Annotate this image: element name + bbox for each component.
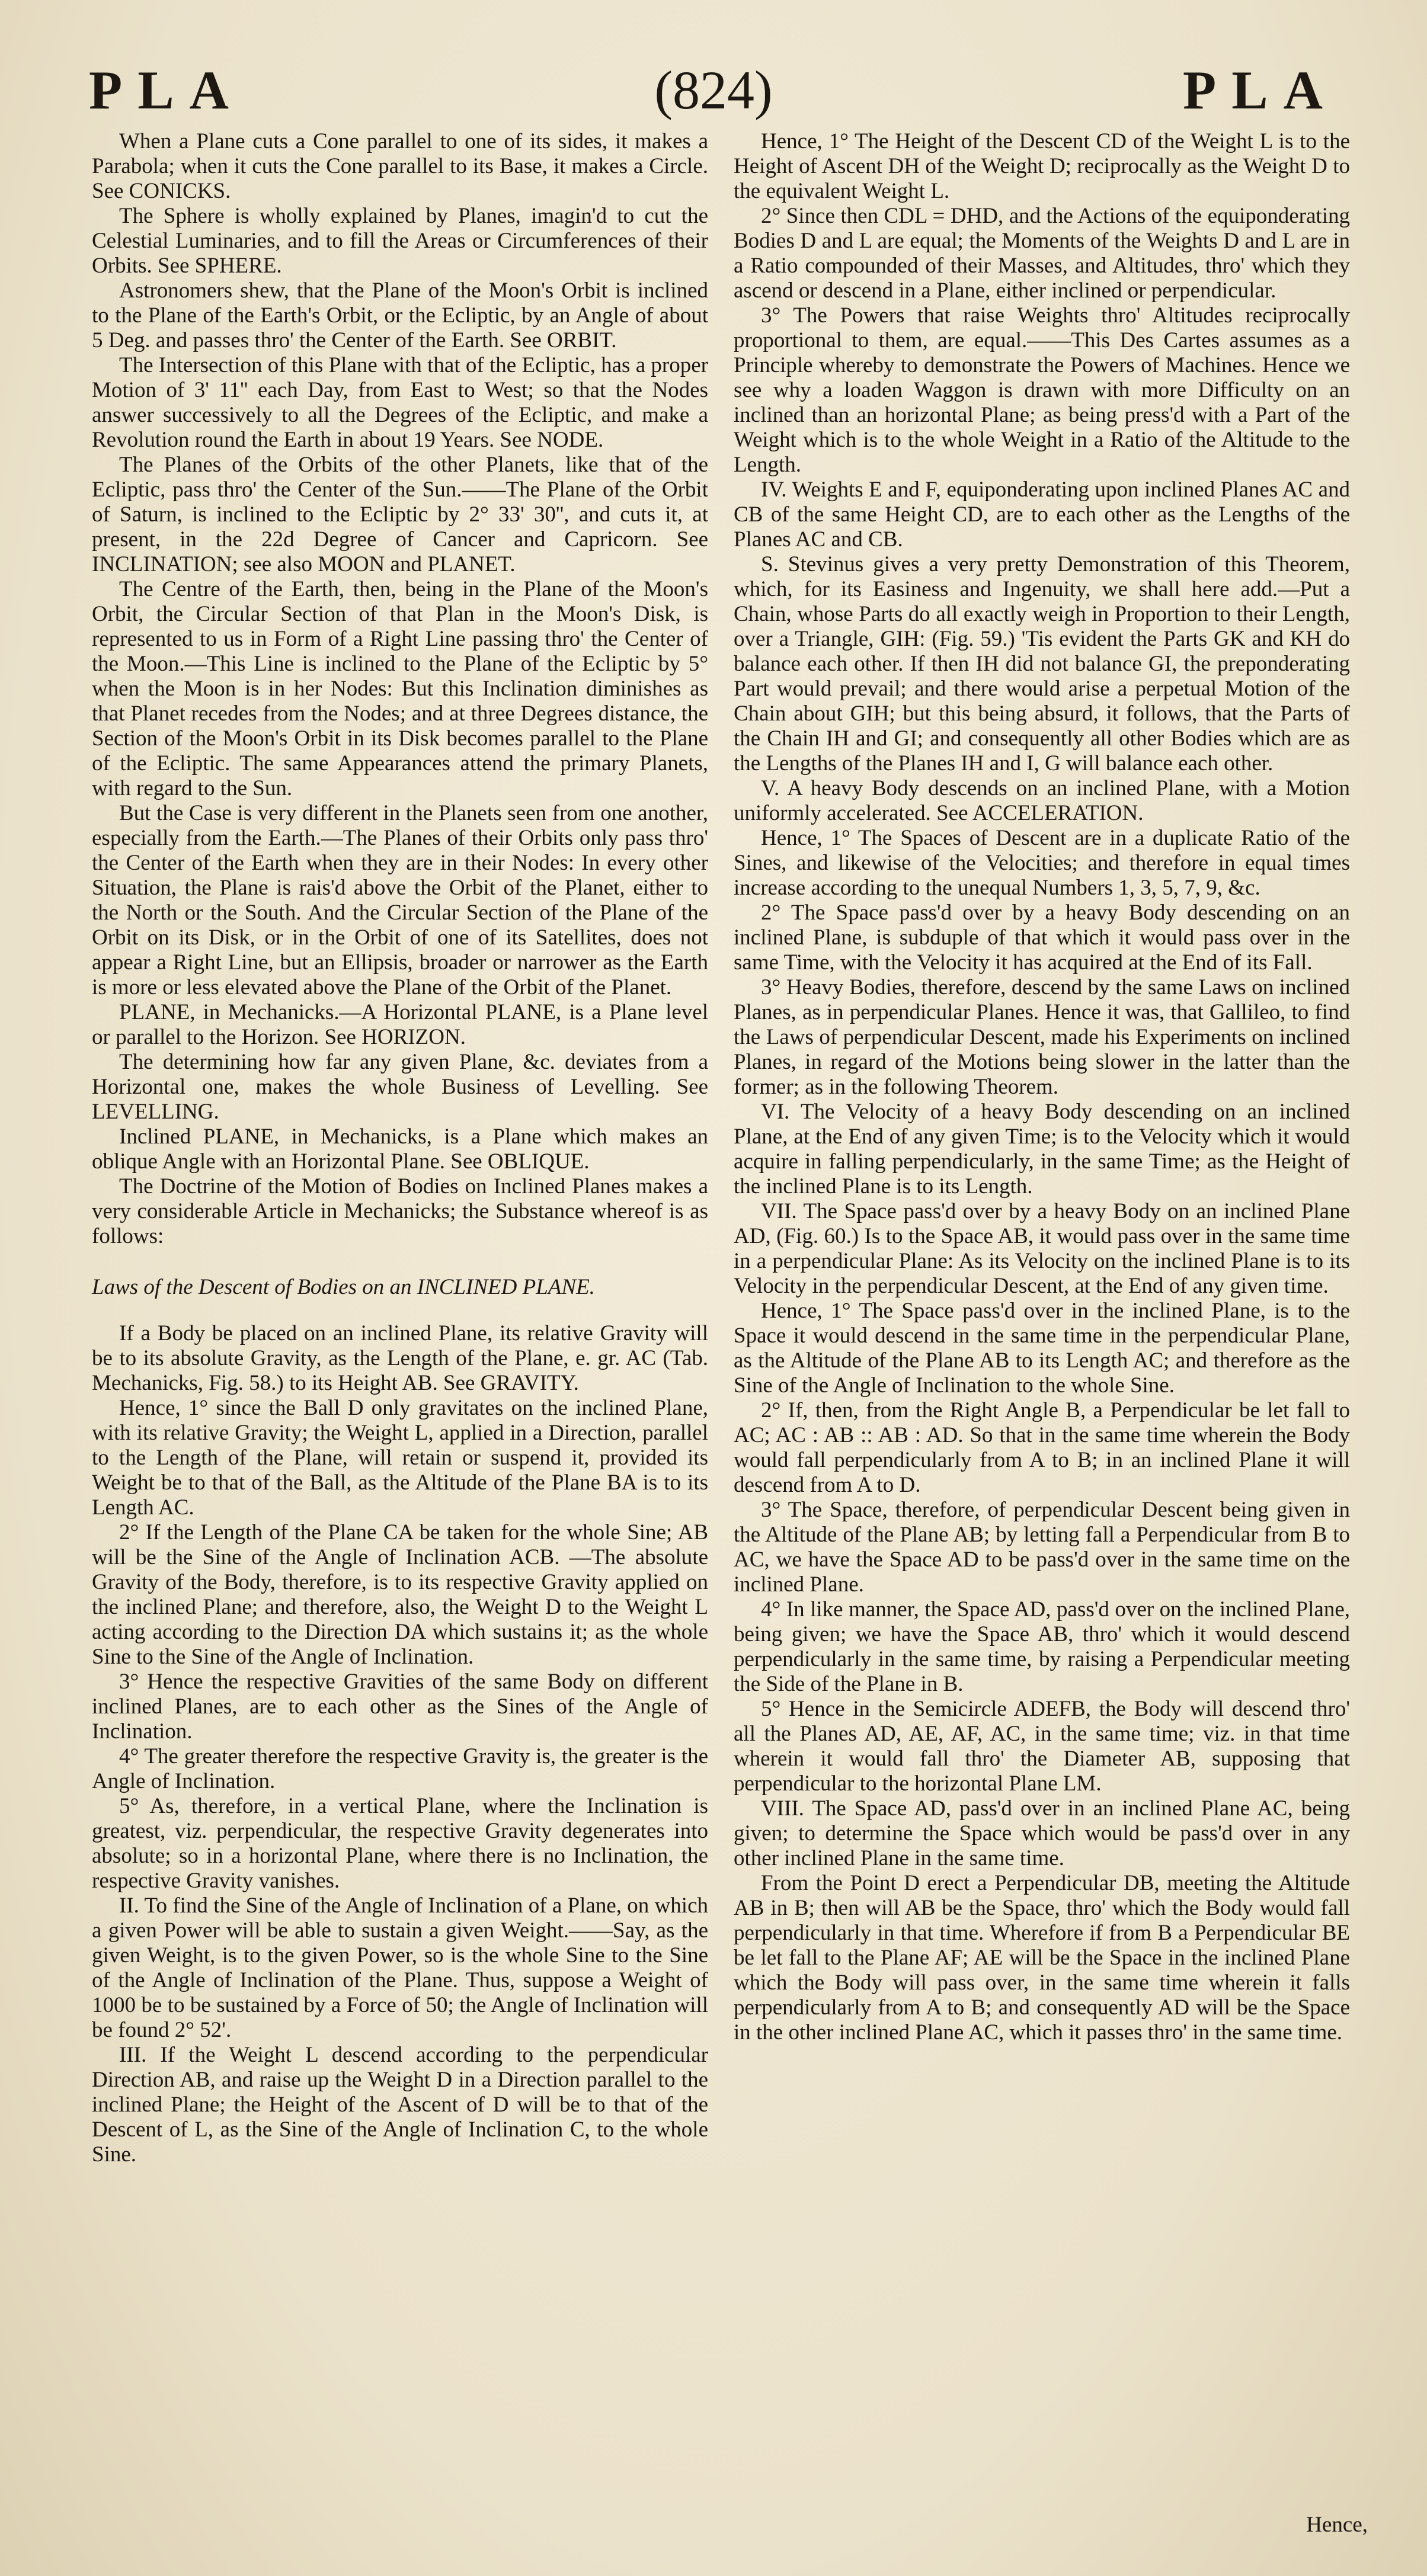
running-head xyxy=(89,55,1338,126)
paragraph: Hence, 1° The Spaces of Descent are in a duplicate Ratio of the Sines, and likewise of the Velocities; and therefore in equal times increase according to the unequal Numbers 1, 3, 5, 7, 9, &c. xyxy=(734,826,1350,900)
paragraph: When a Plane cuts a Cone parallel to one of its sides, it makes a Parabola; when it cuts the Cone parallel to its Base, it makes a Circle. See CONICKS. xyxy=(92,129,708,203)
paragraph: 5° As, therefore, in a vertical Plane, where the Inclination is greatest, viz. perpendicular, the respective Gravity degenerates into absolute; so in a horizontal Plane, where there is no Inclination, the respective Gravity vanishes. xyxy=(92,1794,708,1893)
running-head-left: PLA xyxy=(89,60,244,120)
paragraph: VIII. The Space AD, pass'd over in an inclined Plane AC, being given; to determine the Space which would be pass'd over in any other inclined Plane in the same time. xyxy=(734,1796,1350,1870)
paragraph: The Planes of the Orbits of the other Planets, like that of the Ecliptic, pass thro' the Center of the Sun.——The Plane of the Orbit of Saturn, is inclined to the Ecliptic by 2° 33' 30'', and cuts it, at present, in the 22d Degree of Cancer and Capricorn. See INCLINATION; see also MOON and PLANET. xyxy=(92,453,708,576)
paragraph: The determining how far any given Plane, &c. deviates from a Horizontal one, makes the whole Business of Levelling. See LEVELLING. xyxy=(92,1050,708,1124)
paragraph: 3° The Powers that raise Weights thro' Altitudes reciprocally proportional to them, are equal.——This Des Cartes assumes as a Principle whereby to demonstrate the Powers of Machines. Hence we see why a loaden Waggon is drawn with more Difficulty on an inclined than an horizontal Plane; as being press'd with a Part of the Weight which is to the whole Weight in a Ratio of the Altitude to the Length. xyxy=(734,303,1350,477)
paragraph: 2° If the Length of the Plane CA be taken for the whole Sine; AB will be the Sine of the Angle of Inclination ACB. —The absolute Gravity of the Body, therefore, is to its respective Gravity applied on the inclined Plane; and therefore, also, the Weight D to the Weight L acting according to the Direction DA which sustains it; as the whole Sine to the Sine of the Angle of Inclination. xyxy=(92,1520,708,1669)
right-column xyxy=(734,129,1350,2045)
paragraph: The Centre of the Earth, then, being in the Plane of the Moon's Orbit, the Circular Section of that Plan in the Moon's Disk, is represented to us in Form of a Right Line passing thro' the Center of the Moon.—This Line is inclined to the Plane of the Ecliptic by 5° when the Moon is in her Nodes: But this Inclination diminishes as that Planet recedes from the Nodes; and at three Degrees distance, the Section of the Moon's Orbit in its Disk becomes parallel to the Plane of the Ecliptic. The same Appearances attend the primary Planets, with regard to the Sun. xyxy=(92,577,708,800)
paragraph: Astronomers shew, that the Plane of the Moon's Orbit is inclined to the Plane of the Earth's Orbit, or the Ecliptic, by an Angle of about 5 Deg. and passes thro' the Center of the Earth. See ORBIT. xyxy=(92,278,708,353)
page-number: (824) xyxy=(654,60,773,120)
paragraph: The Doctrine of the Motion of Bodies on Inclined Planes makes a very considerable Article in Mechanicks; the Substance whereof is as follows: xyxy=(92,1174,708,1248)
paragraph: V. A heavy Body descends on an inclined Plane, with a Motion uniformly accelerated. See ACCELERATION. xyxy=(734,776,1350,825)
paragraph: II. To find the Sine of the Angle of Inclination of a Plane, on which a given Power will be able to sustain a given Weight.——Say, as the given Weight, is to the given Power, so is the whole Sine to the Sine of the Angle of Inclination of the Plane. Thus, suppose a Weight of 1000 be to be sustained by a Force of 50; the Angle of Inclination will be found 2° 52'. xyxy=(92,1893,708,2042)
paragraph: 4° In like manner, the Space AD, pass'd over on the inclined Plane, being given; we have the Space AB, thro' which it would descend perpendicularly in the same time, by raising a Perpendicular meeting the Side of the Plane in B. xyxy=(734,1597,1350,1696)
paragraph: 2° The Space pass'd over by a heavy Body descending on an inclined Plane, is subduple of that which it would pass over in the same Time, with the Velocity it has acquired at the End of its Fall. xyxy=(734,901,1350,975)
paragraph: 3° Heavy Bodies, therefore, descend by the same Laws on inclined Planes, as in perpendicular Planes. Hence it was, that Gallileo, to find the Laws of perpendicular Descent, made his Experiments on inclined Planes, in regard of the Motions being slower in the latter than the former; as in the following Theorem. xyxy=(734,975,1350,1099)
left-column xyxy=(92,129,708,2167)
paragraph: If a Body be placed on an inclined Plane, its relative Gravity will be to its absolute Gravity, as the Length of the Plane, e. gr. AC (Tab. Mechanicks, Fig. 58.) to its Height AB. See GRAVITY. xyxy=(92,1321,708,1395)
paragraph: From the Point D erect a Perpendicular DB, meeting the Altitude AB in B; then will AB be the Space, thro' which the Body would fall perpendicularly in that time. Wherefore if from B a Perpendicular BE be let fall to the Plane AF; AE will be the Space in the inclined Plane which the Body will pass over, in the same time wherein it falls perpendicularly from A to B; and consequently AD will be the Space in the other inclined Plane AC, which it passes thro' in the same time. xyxy=(734,1871,1350,2045)
paragraph: VI. The Velocity of a heavy Body descending on an inclined Plane, at the End of any given Time; is to the Velocity which it would acquire in falling perpendicularly, in the same Time; as the Height of the inclined Plane is to its Length. xyxy=(734,1100,1350,1199)
running-head-right: PLA xyxy=(1183,60,1338,120)
paragraph: S. Stevinus gives a very pretty Demonstration of this Theorem, which, for its Easiness and Ingenuity, we shall here add.—Put a Chain, whose Parts do all exactly weigh in Proportion to their Length, over a Triangle, GIH: (Fig. 59.) 'Tis evident the Parts GK and KH do balance each other. If then IH did not balance GI, the preponderating Part would prevail; and there would arise a perpetual Motion of the Chain about GIH; but this being absurd, it follows, that the Parts of the Chain IH and GI; and consequently all other Bodies which are as the Lengths of the Planes IH and I, G will balance each other. xyxy=(734,552,1350,776)
paragraph: But the Case is very different in the Planets seen from one another, especially from the Earth.—The Planes of their Orbits only pass thro' the Center of the Earth when they are in their Nodes: In every other Situation, the Plane is rais'd above the Orbit of the Planet, either to the North or the South. And the Circular Section of the Plane of the Orbit on its Disk, or in the Orbit of one of its Satellites, does not appear a Right Line, but an Ellipsis, broader or narrower as the Earth is more or less elevated above the Plane of the Orbit of the Planet. xyxy=(92,801,708,999)
paragraph: 2° Since then CDL = DHD, and the Actions of the equiponderating Bodies D and L are equal; the Moments of the Weights D and L are in a Ratio compounded of their Masses, and Altitudes, thro' which they ascend or descend in a Plane, either inclined or perpendicular. xyxy=(734,204,1350,303)
paragraph: 2° If, then, from the Right Angle B, a Perpendicular be let fall to AC; AC : AB :: AB : AD. So that in the same time wherein the Body would fall perpendicularly from A to B; in an inclined Plane it will descend from A to D. xyxy=(734,1398,1350,1497)
paragraph: PLANE, in Mechanicks.—A Horizontal PLANE, is a Plane level or parallel to the Horizon. See HORIZON. xyxy=(92,1000,708,1049)
catchword: Hence, xyxy=(1306,2513,1368,2537)
paragraph: Hence, 1° The Height of the Descent CD of the Weight L is to the Height of Ascent DH of the Weight D; reciprocally as the Weight D to the equivalent Weight L. xyxy=(734,129,1350,203)
paragraph: 3° Hence the respective Gravities of the same Body on different inclined Planes, are to each other as the Sines of the Angle of Inclination. xyxy=(92,1670,708,1744)
paragraph: The Intersection of this Plane with that of the Ecliptic, has a proper Motion of 3' 11'' each Day, from East to West; so that the Nodes answer successively to all the Degrees of the Ecliptic, and make a Revolution round the Earth in about 19 Years. See NODE. xyxy=(92,353,708,452)
paragraph: IV. Weights E and F, equiponderating upon inclined Planes AC and CB of the same Height CD, are to each other as the Lengths of the Planes AC and CB. xyxy=(734,478,1350,552)
paragraph: Hence, 1° since the Ball D only gravitates on the inclined Plane, with its relative Gravity; the Weight L, applied in a Direction, parallel to the Length of the Plane, will retain or suspend it, provided its Weight be to that of the Ball, as the Altitude of the Plane BA is to its Length AC. xyxy=(92,1396,708,1520)
paragraph: 3° The Space, therefore, of perpendicular Descent being given in the Altitude of the Plane AB; by letting fall a Perpendicular from B to AC, we have the Space AD to be pass'd over in the same time on the inclined Plane. xyxy=(734,1498,1350,1597)
paragraph: The Sphere is wholly explained by Planes, imagin'd to cut the Celestial Luminaries, and to fill the Areas or Circumferences of their Orbits. See SPHERE. xyxy=(92,204,708,278)
paragraph: 4° The greater therefore the respective Gravity is, the greater is the Angle of Inclination. xyxy=(92,1744,708,1793)
paragraph: 5° Hence in the Semicircle ADEFB, the Body will descend thro' all the Planes AD, AE, AF, AC, in the same time; viz. in that time wherein it would fall thro' the Diameter AB, supposing that perpendicular to the horizontal Plane LM. xyxy=(734,1697,1350,1796)
paragraph: Hence, 1° The Space pass'd over in the inclined Plane, is to the Space it would descend in the same time in the perpendicular Plane, as the Altitude of the Plane AB to its Length AC; and therefore as the Sine of the Angle of Inclination to the whole Sine. xyxy=(734,1299,1350,1398)
paragraph: III. If the Weight L descend according to the perpendicular Direction AB, and raise up the Weight D in a Direction parallel to the inclined Plane; the Height of the Ascent of D will be to that of the Descent of L, as the Sine of the Angle of Inclination C, to the whole Sine. xyxy=(92,2043,708,2167)
paragraph: Inclined PLANE, in Mechanicks, is a Plane which makes an oblique Angle with an Horizontal Plane. See OBLIQUE. xyxy=(92,1124,708,1174)
paragraph: VII. The Space pass'd over by a heavy Body on an inclined Plane AD, (Fig. 60.) Is to the Space AB, it would pass over in the same time in a perpendicular Plane: As its Velocity on the inclined Plane is to its Velocity in the perpendicular Descent, at the End of any given time. xyxy=(734,1199,1350,1298)
section-heading: Laws of the Descent of Bodies on an INCLINED PLANE. xyxy=(92,1275,595,1299)
